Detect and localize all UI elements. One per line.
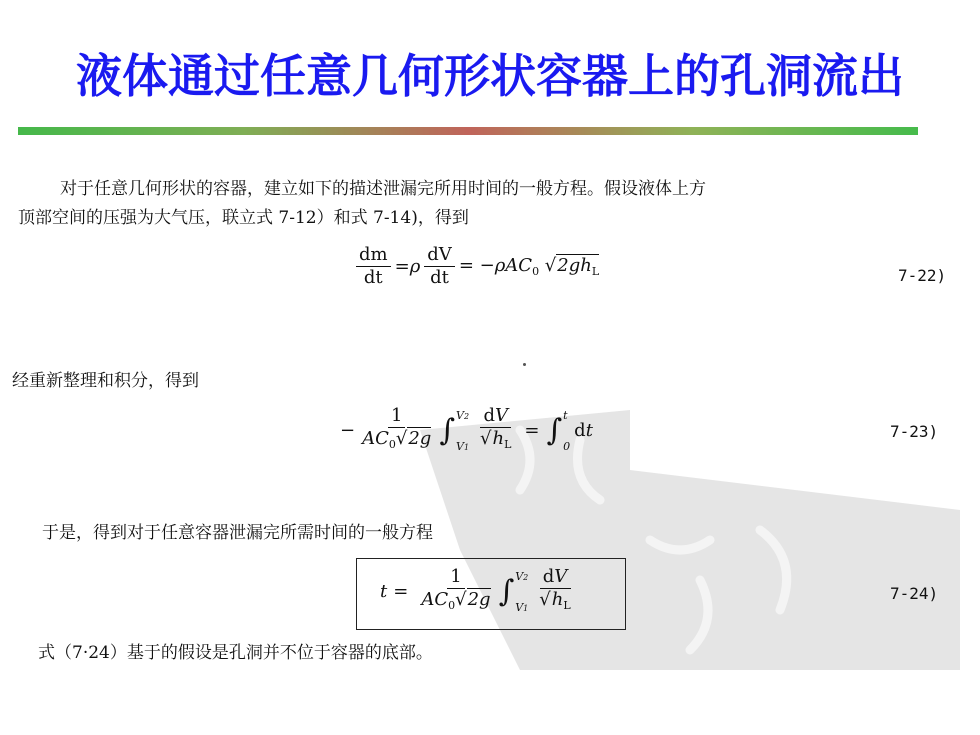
equation-7-22: $\frac{dm}{dt}$ =ρ $\frac{dV}{dt}$ = −ρAC$_0$ $√2gh_L$ (352, 244, 599, 289)
paragraph-2: 经重新整理和积分，得到 (12, 371, 199, 391)
paragraph-3: 于是，得到对于任意容器泄漏完所需时间的一般方程 (42, 523, 433, 543)
eq22-mid-numerator: dV (424, 244, 455, 267)
eq24-coefficient-fraction: $\frac{1}{AC_0√2g}$ (421, 566, 491, 612)
eq23-integrand-fraction: $\frac{dV}{√h_L}$ (480, 405, 512, 451)
equation-number-7-22: 7-22) (898, 266, 947, 285)
paragraph-4: 式（7·24）基于的假设是孔洞并不位于容器的底部。 (38, 643, 433, 663)
eq22-lhs-fraction (356, 244, 391, 289)
slide-title: 液体通过任意几何形状容器上的孔洞流出 (76, 49, 904, 103)
paragraph-1-line-1: 对于任意几何形状的容器，建立如下的描述泄漏完所用时间的一般方程。假设液体上方 (60, 179, 706, 199)
eq24-integrand-fraction: $\frac{dV}{√h_L}$ (539, 566, 571, 612)
equation-number-7-24: 7-24) (890, 584, 939, 603)
paragraph-1-line-2: 顶部空间的压强为大气压，联立式 7-12）和式 7-14)，得到 (18, 208, 469, 228)
title-underline-bar (18, 127, 918, 135)
stray-dot (523, 363, 526, 366)
eq22-mid-fraction (424, 244, 455, 289)
equation-7-23: − $\frac{1}{AC_0√2g}$ ∫ V2 V1 $\frac{dV}{√h_L}$ = ∫ t 0 dt (340, 405, 593, 456)
eq22-lhs-denominator: dt (363, 267, 383, 288)
equation-number-7-23: 7-23) (890, 422, 939, 441)
equation-7-24: t = $\frac{1}{AC_0√2g}$ ∫ V2 V1 $\frac{dV}{√h_L}$ (380, 566, 578, 617)
eq23-coefficient-fraction: $\frac{1}{AC_0√2g}$ (362, 405, 432, 451)
eq22-lhs-numerator: dm (356, 244, 391, 267)
eq22-mid-denominator: dt (430, 267, 449, 288)
